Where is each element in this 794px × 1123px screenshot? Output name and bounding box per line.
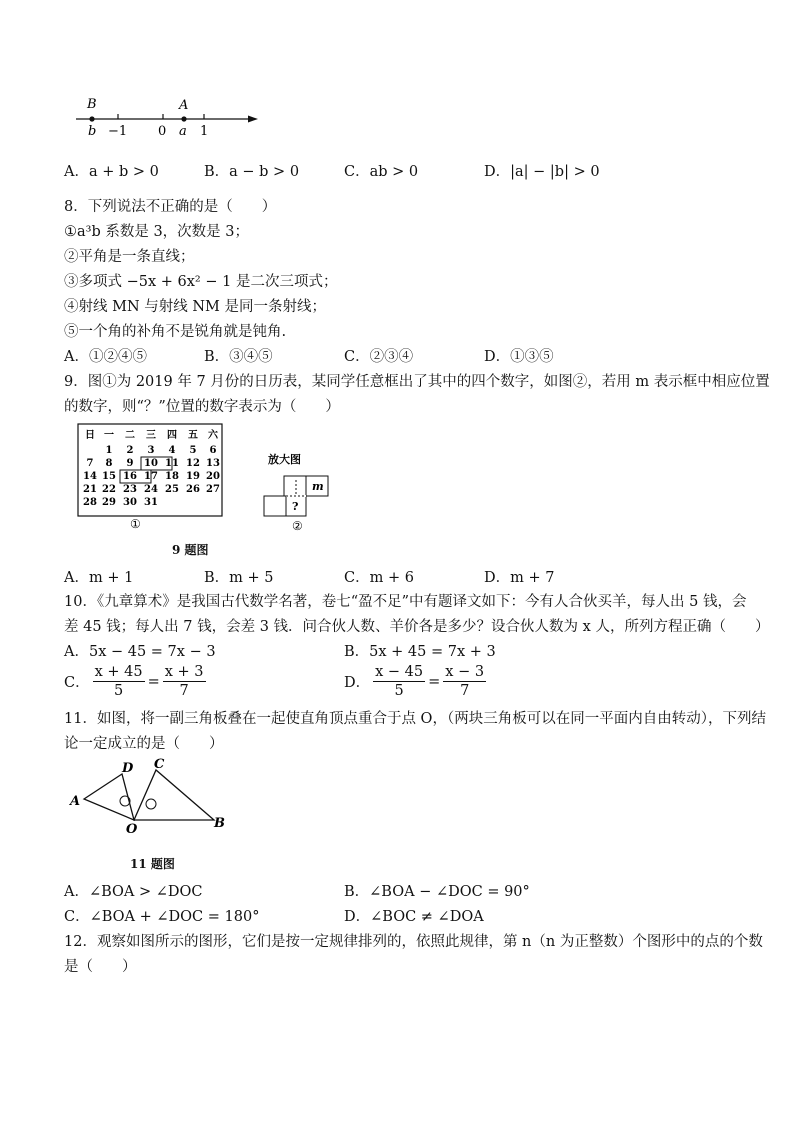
q8-option-a[interactable]: A．①②④⑤ bbox=[64, 349, 147, 365]
number-line-figure bbox=[70, 95, 270, 140]
calendar-label: ① bbox=[130, 517, 141, 531]
tick-neg1-label: −1 bbox=[108, 124, 128, 139]
calendar-day-cell: 5 bbox=[189, 445, 197, 456]
calendar-day-cell: 9 bbox=[126, 458, 134, 469]
q8-statement-3: ③多项式 −5x + 6x² − 1 是二次三项式； bbox=[64, 274, 338, 290]
q8-stem: 8．下列说法不正确的是（ ） bbox=[64, 199, 277, 215]
calendar-day-cell: 24 bbox=[144, 484, 158, 495]
q11-stem-line2: 论一定成立的是（ ） bbox=[64, 736, 224, 752]
q11-option-d[interactable]: D．∠BOC ≠ ∠DOA bbox=[344, 909, 484, 925]
q10-option-c-num1: x + 45 bbox=[94, 664, 143, 680]
q10-option-c-prefix: C． bbox=[64, 675, 90, 691]
q11-option-b[interactable]: B．∠BOA − ∠DOC = 90° bbox=[344, 884, 530, 900]
q10-option-c[interactable] bbox=[64, 663, 209, 700]
q9-stem-line2: 的数字，则“？”位置的数字表示为（ ） bbox=[64, 399, 340, 415]
calendar-header-cell: 六 bbox=[208, 430, 218, 441]
calendar-day-cell: 25 bbox=[165, 484, 179, 495]
q10-option-a[interactable]: A．5x − 45 = 7x − 3 bbox=[64, 644, 216, 660]
calendar-header-cell: 日 bbox=[85, 430, 95, 441]
point-a-label: A bbox=[70, 794, 81, 809]
q10-option-d-num2: x − 3 bbox=[445, 664, 485, 680]
calendar-day-cell: 2 bbox=[126, 445, 134, 456]
q8-statement-1: ①a³b 系数是 3，次数是 3； bbox=[64, 224, 250, 240]
q8-option-b[interactable]: B．③④⑤ bbox=[204, 349, 273, 365]
calendar-day-cell: 15 bbox=[102, 471, 116, 482]
calendar-header-cell: 五 bbox=[188, 430, 198, 441]
q8-option-d[interactable]: D．①③⑤ bbox=[484, 349, 554, 365]
zoom-question-label: ? bbox=[292, 500, 299, 513]
calendar-header-cell: 四 bbox=[167, 430, 177, 441]
q10-stem-line1: 10．《九章算术》是我国古代数学名著，卷七“盈不足”中有题译文如下：今有人合伙买羊，每人出 5 钱，会 bbox=[64, 594, 747, 610]
q10-option-d-frac2 bbox=[443, 663, 486, 700]
q10-option-d-frac1 bbox=[373, 663, 425, 700]
q12-stem-line2: 是（ ） bbox=[64, 959, 137, 975]
q10-option-c-num2: x + 3 bbox=[164, 664, 204, 680]
calendar-day-cell: 23 bbox=[123, 484, 137, 495]
q10-option-c-den2: 7 bbox=[179, 683, 189, 699]
q7-option-d[interactable]: D．|a| − |b| > 0 bbox=[484, 164, 600, 180]
calendar-day-cell: 12 bbox=[186, 458, 200, 469]
calendar-day-cell: 28 bbox=[83, 497, 97, 508]
calendar-day-cell: 13 bbox=[206, 458, 220, 469]
tick-a-label: a bbox=[179, 124, 187, 139]
calendar-day-cell: 20 bbox=[206, 471, 220, 482]
calendar-day-cell: 27 bbox=[206, 484, 220, 495]
triangle-figure bbox=[64, 757, 234, 837]
q9-option-a[interactable]: A．m + 1 bbox=[64, 570, 134, 586]
point-o-label: O bbox=[126, 822, 138, 837]
q11-option-a[interactable]: A．∠BOA > ∠DOC bbox=[64, 884, 203, 900]
q7-option-b[interactable]: B．a − b > 0 bbox=[204, 164, 300, 180]
calendar-day-cell: 29 bbox=[102, 497, 116, 508]
calendar-day-cell: 1 bbox=[105, 445, 113, 456]
calendar-day-cell: 3 bbox=[147, 445, 155, 456]
q10-option-c-eq: = bbox=[147, 673, 160, 690]
point-c-label: C bbox=[154, 757, 165, 772]
zoom-m-label: m bbox=[312, 480, 324, 493]
q8-option-c[interactable]: C．②③④ bbox=[344, 349, 414, 365]
q10-option-b[interactable]: B．5x + 45 = 7x + 3 bbox=[344, 644, 496, 660]
calendar-day-cell: 18 bbox=[165, 471, 179, 482]
q10-option-c-den1: 5 bbox=[113, 683, 124, 699]
q9-option-b[interactable]: B．m + 5 bbox=[204, 570, 274, 586]
calendar-day-cell: 16 bbox=[123, 471, 137, 482]
calendar-day-cell: 6 bbox=[209, 445, 217, 456]
calendar-day-cell: 4 bbox=[168, 445, 176, 456]
calendar-day-cell: 31 bbox=[144, 497, 158, 508]
zoom-figure bbox=[258, 450, 338, 535]
q8-statement-2: ②平角是一条直线； bbox=[64, 249, 195, 265]
point-b-label: B bbox=[214, 816, 225, 831]
q11-option-c[interactable]: C．∠BOA + ∠DOC = 180° bbox=[64, 909, 260, 925]
q10-option-c-frac1 bbox=[93, 663, 145, 700]
calendar-header-cell: 二 bbox=[125, 430, 135, 441]
q10-option-d-den1: 5 bbox=[394, 683, 404, 699]
calendar-day-cell: 17 bbox=[144, 471, 158, 482]
q10-option-d-prefix: D． bbox=[344, 675, 371, 691]
q11-caption: 11 题图 bbox=[130, 857, 175, 871]
point-b-label: B bbox=[87, 97, 97, 112]
zoom-label: ② bbox=[292, 519, 303, 533]
q9-option-c[interactable]: C．m + 6 bbox=[344, 570, 414, 586]
q7-option-a[interactable]: A．a + b > 0 bbox=[64, 164, 159, 180]
q11-stem-line1: 11．如图，将一副三角板叠在一起使直角顶点重合于点 O，（两块三角板可以在同一平面内自由转动），下列结 bbox=[64, 711, 766, 727]
q7-option-c[interactable]: C．ab > 0 bbox=[344, 164, 419, 180]
calendar-header-cell: 一 bbox=[104, 430, 114, 441]
calendar-day-cell: 7 bbox=[86, 458, 94, 469]
calendar-figure bbox=[76, 422, 226, 534]
q9-option-d[interactable]: D．m + 7 bbox=[484, 570, 555, 586]
calendar-day-cell: 14 bbox=[83, 471, 97, 482]
q10-option-d[interactable] bbox=[344, 663, 489, 700]
q8-statement-4: ④射线 MN 与射线 NM 是同一条射线； bbox=[64, 299, 327, 315]
calendar-day-cell: 26 bbox=[186, 484, 200, 495]
tick-1-label: 1 bbox=[200, 124, 209, 139]
q10-option-d-eq: = bbox=[428, 673, 441, 690]
calendar-day-cell: 10 bbox=[144, 458, 158, 469]
q10-option-d-den2: 7 bbox=[460, 683, 470, 699]
calendar-header-cell: 三 bbox=[146, 430, 156, 441]
calendar-day-cell: 8 bbox=[105, 458, 113, 469]
calendar-day-cell: 21 bbox=[83, 484, 97, 495]
q9-stem-line1: 9．图①为 2019 年 7 月份的日历表，某同学任意框出了其中的四个数字，如图②，若用 m 表示框中相应位置 bbox=[64, 374, 770, 390]
q10-stem-line2: 差 45 钱；每人出 7 钱，会差 3 钱．问合伙人数、羊价各是多少？设合伙人数为 x 人，所列方程正确（ ） bbox=[64, 619, 770, 635]
point-d-label: D bbox=[122, 761, 134, 776]
point-a-label: A bbox=[179, 98, 189, 113]
q8-statement-5: ⑤一个角的补角不是锐角就是钝角. bbox=[64, 324, 287, 340]
q9-caption: 9 题图 bbox=[172, 543, 209, 557]
tick-b-label: b bbox=[88, 124, 97, 139]
q12-stem-line1: 12．观察如图所示的图形，它们是按一定规律排列的，依照此规律，第 n（n 为正整数）个图形中的点的个数 bbox=[64, 934, 763, 950]
q10-option-d-num1: x − 45 bbox=[375, 664, 424, 680]
zoom-title: 放大图 bbox=[268, 453, 301, 466]
q10-option-c-frac2 bbox=[163, 663, 206, 700]
calendar-day-cell: 19 bbox=[186, 471, 200, 482]
calendar-day-cell: 11 bbox=[165, 458, 179, 469]
tick-0-label: 0 bbox=[158, 124, 167, 139]
calendar-day-cell: 22 bbox=[102, 484, 116, 495]
calendar-day-cell: 30 bbox=[123, 497, 137, 508]
